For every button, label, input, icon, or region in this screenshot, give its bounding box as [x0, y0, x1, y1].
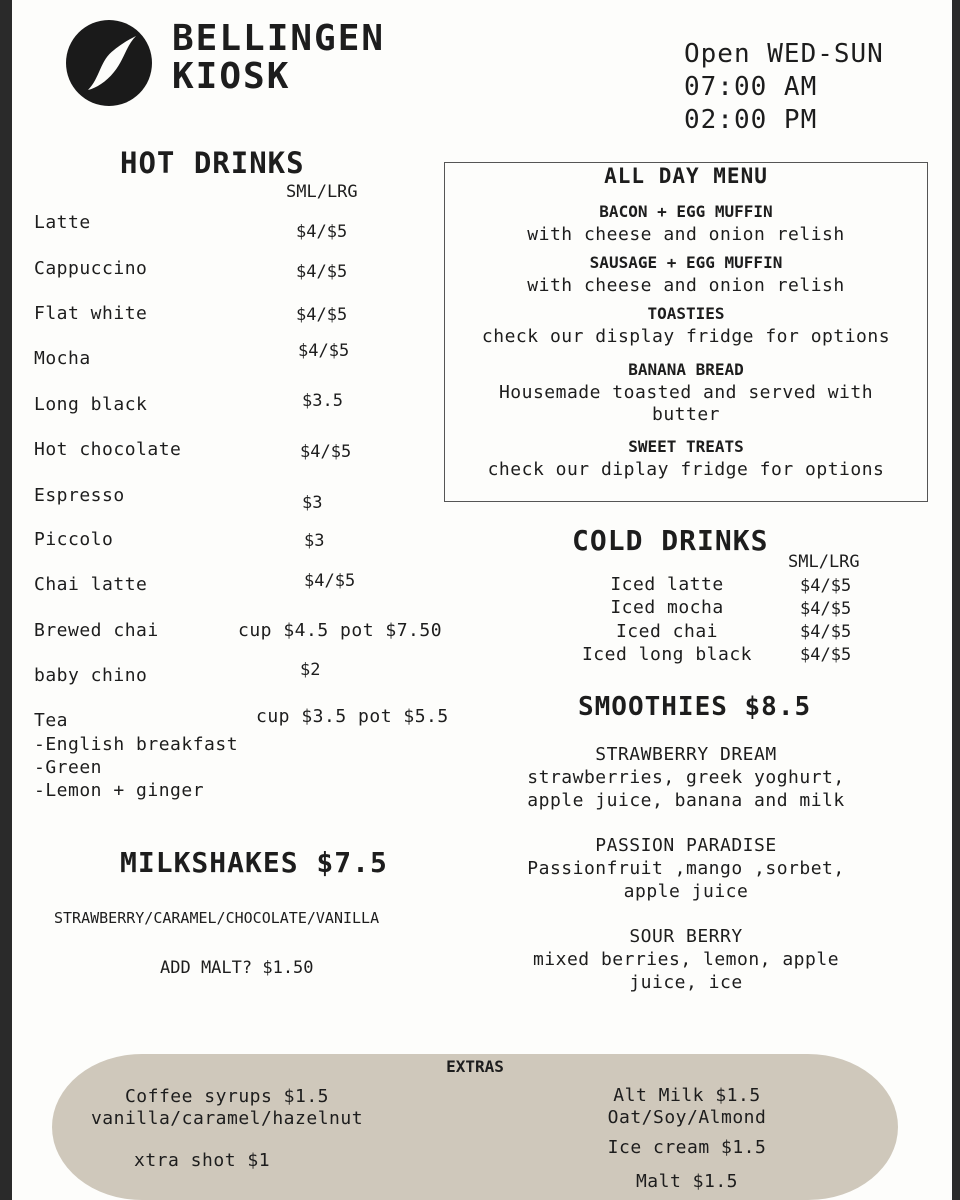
milk-types: Oat/Soy/Almond — [607, 1107, 767, 1128]
menu-item-desc: with cheese and onion relish — [527, 275, 845, 296]
extra-malt: Malt $1.5 — [635, 1171, 739, 1192]
menu-item-name: TOASTIES — [647, 304, 725, 323]
menu-item-desc: Housemade toasted and served with — [498, 382, 874, 403]
list-item-name: Hot chocolate — [34, 439, 182, 460]
list-item-name: Mocha — [34, 348, 91, 369]
smoothie-item — [486, 925, 886, 994]
brand-line-1: BELLINGEN — [172, 18, 386, 59]
tea-options — [34, 733, 238, 802]
list-item-name: baby chino — [34, 665, 148, 686]
list-item-price: cup $3.5 pot $5.5 — [256, 706, 449, 727]
smoothie-desc: Passionfruit ,mango ,sorbet, — [527, 858, 845, 879]
list-item-price: $4/$5 — [800, 599, 852, 619]
cold-drinks-title: COLD DRINKS — [572, 524, 769, 557]
smoothie-desc: strawberries, greek yoghurt, — [527, 767, 845, 788]
extra-ice-cream: Ice cream $1.5 — [607, 1137, 767, 1158]
smoothie-item — [486, 743, 886, 812]
list-item-name: Flat white — [34, 303, 148, 324]
list-item-name: Brewed chai — [34, 620, 159, 641]
smoothie-name: PASSION PARADISE — [595, 835, 777, 856]
smoothie-desc: mixed berries, lemon, apple — [532, 949, 840, 970]
menu-item-name: BANANA BREAD — [628, 360, 744, 379]
list-item-price: $4/$5 — [296, 222, 348, 242]
menu-page — [12, 0, 952, 1200]
menu-item-desc: with cheese and onion relish — [527, 224, 845, 245]
opening-hours — [684, 38, 884, 137]
smoothie-item — [486, 834, 886, 903]
milkshakes-title: MILKSHAKES $7.5 — [120, 846, 388, 879]
menu-item-name: BACON + EGG MUFFIN — [599, 202, 773, 221]
extras-syrups — [72, 1086, 382, 1130]
list-item-name: Iced chai — [615, 621, 719, 642]
menu-item-desc: check our diplay fridge for options — [487, 459, 885, 480]
list-item-name: Iced long black — [581, 644, 753, 665]
smoothie-name: STRAWBERRY DREAM — [595, 744, 777, 765]
list-item-name: Iced mocha — [610, 597, 724, 618]
list-item-name: Tea — [34, 710, 69, 731]
list-item-price: $4/$5 — [300, 442, 352, 462]
syrups-price: Coffee syrups $1.5 — [124, 1086, 330, 1107]
list-item-price: $4/$5 — [800, 645, 852, 665]
all-day-menu-title: ALL DAY MENU — [604, 164, 768, 188]
list-item-price: $4/$5 — [800, 622, 852, 642]
milkshake-flavours: STRAWBERRY/CARAMEL/CHOCOLATE/VANILLA — [54, 909, 380, 927]
list-item-name: Long black — [34, 394, 148, 415]
coffee-bean-icon — [66, 20, 152, 106]
menu-item-name: SWEET TREATS — [628, 437, 744, 456]
syrup-flavours: vanilla/caramel/hazelnut — [90, 1108, 364, 1129]
hours-days: Open WED-SUN — [684, 39, 884, 69]
hours-open: 07:00 AM — [684, 72, 818, 102]
list-item-price: $4/$5 — [304, 571, 356, 591]
hours-close: 02:00 PM — [684, 105, 818, 135]
list-item-price: $4/$5 — [296, 305, 348, 325]
extras-alt-milk — [572, 1085, 802, 1129]
list-item-price: $3 — [304, 531, 325, 551]
menu-item-name: SAUSAGE + EGG MUFFIN — [589, 253, 783, 272]
smoothie-desc: apple juice, banana and milk — [527, 790, 845, 811]
list-item-name: Iced latte — [610, 574, 724, 595]
brand-line-2: KIOSK — [172, 56, 291, 97]
smoothies-title: SMOOTHIES $8.5 — [578, 692, 812, 722]
list-item-name: Piccolo — [34, 529, 114, 550]
tea-option: -Lemon + ginger — [34, 780, 205, 801]
hot-drinks-size-header: SML/LRG — [286, 182, 358, 202]
all-day-menu — [444, 164, 928, 483]
list-item-price: $4/$5 — [800, 576, 852, 596]
list-item-price: $4/$5 — [298, 341, 350, 361]
brand-name — [172, 20, 385, 96]
list-item-name: Cappuccino — [34, 258, 148, 279]
milkshake-addon: ADD MALT? $1.50 — [160, 958, 314, 978]
menu-item-desc: butter — [651, 404, 721, 425]
list-item-price: cup $4.5 pot $7.50 — [238, 620, 443, 641]
tea-option: -Green — [34, 757, 103, 778]
list-item-name: Chai latte — [34, 574, 148, 595]
list-item-price: $3.5 — [302, 391, 343, 411]
hot-drinks-title: HOT DRINKS — [120, 146, 305, 180]
list-item-name: Latte — [34, 212, 91, 233]
smoothie-desc: apple juice — [623, 881, 749, 902]
extras-title: EXTRAS — [446, 1057, 504, 1076]
extra-shot: xtra shot $1 — [134, 1150, 271, 1171]
cold-drinks-size-header: SML/LRG — [788, 552, 860, 572]
list-item-name: Espresso — [34, 485, 125, 506]
list-item-price: $4/$5 — [296, 262, 348, 282]
tea-option: -English breakfast — [34, 734, 239, 755]
alt-milk-price: Alt Milk $1.5 — [613, 1085, 761, 1106]
smoothie-desc: juice, ice — [629, 972, 743, 993]
smoothie-name: SOUR BERRY — [629, 926, 743, 947]
menu-item-desc: check our display fridge for options — [481, 326, 891, 347]
list-item-price: $2 — [300, 660, 321, 680]
list-item-price: $3 — [302, 493, 323, 513]
